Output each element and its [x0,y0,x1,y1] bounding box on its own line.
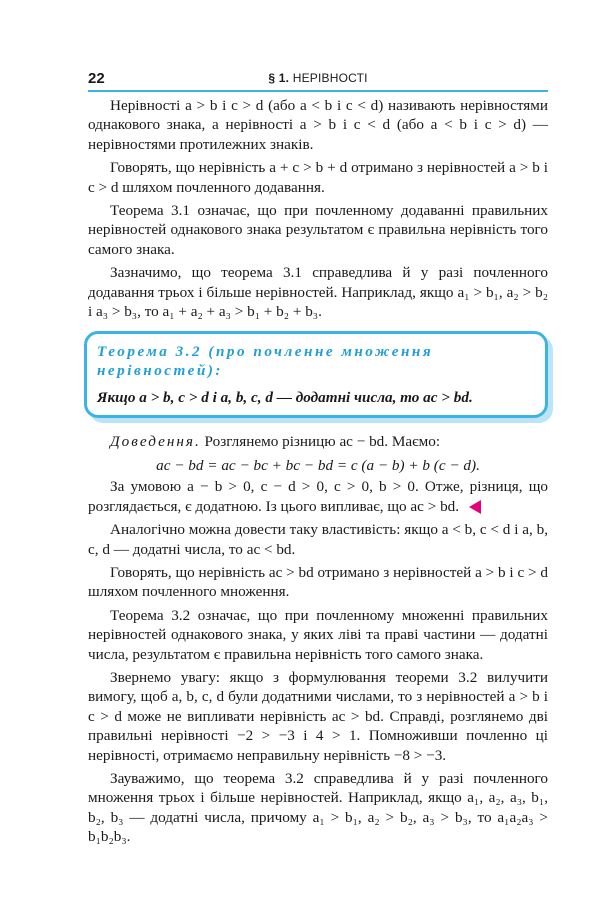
proof-conclusion [88,477,548,516]
section-title [88,71,548,85]
proof-intro [88,432,548,451]
theorem-title: Теорема 3.2 (про почленне множення нерівностей): [97,343,434,380]
paragraph-2: Говорять, що нерівність a + c > b + d отримано з нерівностей a > b і c > d шляхом почленного додавання. [88,159,548,196]
qed-triangle-icon [469,500,481,514]
header-rule [88,90,548,92]
proof-intro-text: Розглянемо різницю ac − bd. Маємо: [204,433,441,451]
paragraph-analogous: Аналогічно можна довести таку властивість: якщо a < b, c < d і a, b, c, d — додатні числа, то ac < bd. [88,521,548,558]
section-name: НЕРІВНОСТІ [292,71,368,85]
proof-conclusion-text: За умовою a − b > 0, c − d > 0, c > 0, b > 0. Отже, різниця, що розглядається, є додатною. Із цього випливає, що ac > bd. [88,478,548,515]
theorem-box [84,331,548,418]
paragraph-note: Зауважимо, що теорема 3.2 справедлива й у разі почленного множення трьох і більше нерівностей. Наприклад, якщо a₁, a₂, a₃, b₁, b₂, b₃ — додатні числа, причому a₁ > b₁, a₂ > b₂, a₃ > b₃, то a₁a₂a₃ > b₁b₂b₃. [88,769,548,846]
paragraph-multiplication: Говорять, що нерівність ac > bd отримано з нерівностей a > b і c > d шляхом почленного множення. [88,563,548,601]
page-number: 22 [88,70,105,87]
paragraph-theorem-meaning: Теорема 3.2 означає, що при почленному множенні правильних нерівностей однакового знака, у яких ліві та праві частини — додатні числа, результатом є правильна нерівність того самого знака. [88,606,548,663]
paragraph-3: Теорема 3.1 означає, що при почленному додаванні правильних нерівностей однакового знака результатом є правильна нерівність того самого знака. [88,202,548,258]
paragraph-1: Нерівності a > b і c > d (або a < b і c < d) називають нерівностями однакового знака, а нерівності a > b і c < d (або a < b і c > d) — нерівностями протилежних знаків. [88,97,548,153]
proof-formula: ac − bd = ac − bc + bc − bd = c (a − b) + b (c − d). [156,456,480,474]
page-content [88,96,548,851]
proof-label: Доведення. [110,433,201,451]
theorem-statement: Якщо a > b, c > d і a, b, c, d — додатні числа, то ac > bd. [97,389,473,407]
section-mark: § 1. [268,71,290,85]
page-header [88,68,548,90]
paragraph-4: Зазначимо, що теорема 3.1 справедлива й у разі почленного додавання трьох і більше нерівностей. Наприклад, якщо a₁ > b₁, a₂ > b₂ і a₃ > b₃, то a₁ + a₂ + a₃ > b₁ + b₂ + b₃. [88,264,548,321]
paragraph-attention: Звернемо увагу: якщо з формулювання теореми 3.2 вилучити вимогу, щоб a, b, c, d були додатними числами, то з нерівностей a > b і c > d може не випливати нерівність ac > bd. Справді, розглянемо дві правильні нерівності −2 > −3 і 4 > 1. Помноживши почленно ці нерівності, отримаємо неправильну нерівність −8 > −3. [88,668,548,764]
